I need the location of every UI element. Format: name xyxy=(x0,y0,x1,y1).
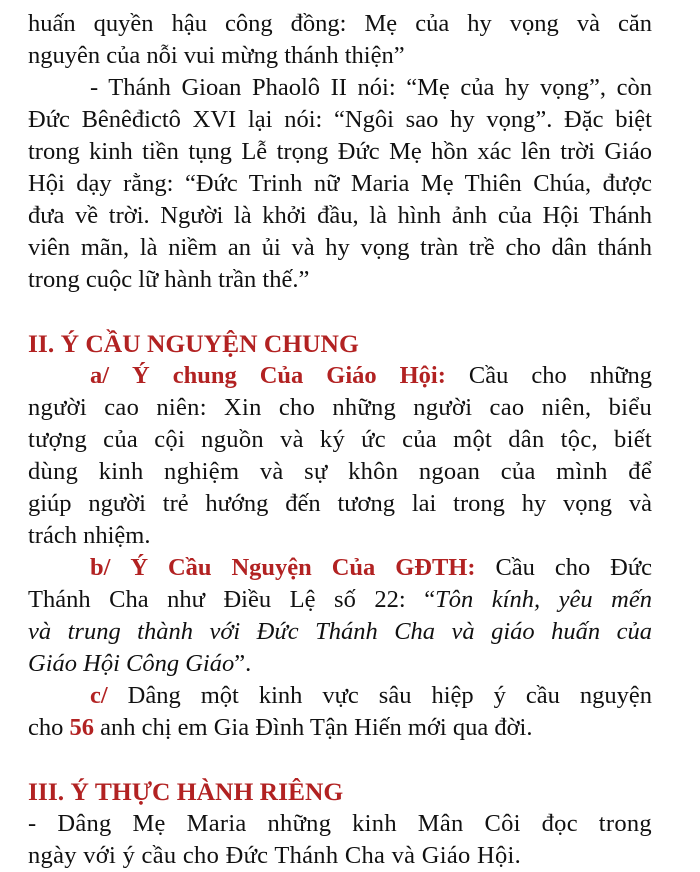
intention-a-text: Cầu cho những xyxy=(445,362,652,389)
text-line: viên mãn, là niềm an ủi và hy vọng tràn trề cho dân thánh xyxy=(28,234,652,261)
text-line: trong kinh tiền tụng Lễ trọng Đức Mẹ hồn xác lên trời Giáo xyxy=(28,138,652,165)
text-line: dùng kinh nghiệm và sự khôn ngoan của mình để xyxy=(28,458,652,485)
text-line: người cao niên: Xin cho những người cao niên, biểu xyxy=(28,394,652,421)
intention-c-label: c/ xyxy=(90,682,108,709)
paragraph-quotes xyxy=(28,72,652,296)
document-page xyxy=(28,8,652,872)
section-heading-practice: III. Ý THỰC HÀNH RIÊNG xyxy=(28,777,344,806)
text-line: Hội dạy rằng: “Đức Trinh nữ Maria Mẹ Thiên Chúa, được xyxy=(28,170,652,197)
text-line: giúp người trẻ hướng đến tương lai trong hy vọng và xyxy=(28,490,652,517)
intention-a-label: a/ Ý chung Của Giáo Hội: xyxy=(90,362,446,389)
text-line: - Dâng Mẹ Maria những kinh Mân Côi đọc trong xyxy=(28,810,652,837)
text-line: - Thánh Gioan Phaolô II nói: “Mẹ của hy vọng”, còn xyxy=(90,74,652,101)
deceased-count: 56 xyxy=(69,714,94,741)
text-fragment: cho xyxy=(28,714,70,741)
text-line: đưa về trời. Người là khởi đầu, là hình ảnh của Hội Thánh xyxy=(28,202,652,229)
text-line xyxy=(28,360,652,392)
quote-close: ”. xyxy=(234,650,252,677)
text-fragment: anh chị em Gia Đình Tận Hiến mới qua đời. xyxy=(94,714,533,741)
quote-italic: Tôn kính, yêu mến xyxy=(435,586,653,613)
intention-a xyxy=(28,360,652,552)
intention-c-text: Dâng một kinh vực sâu hiệp ý cầu nguyện xyxy=(107,682,652,709)
intention-c xyxy=(28,680,652,744)
text-line xyxy=(28,648,652,680)
practice-paragraph xyxy=(28,808,652,872)
section-heading-common-intention: II. Ý CẦU NGUYỆN CHUNG xyxy=(28,329,359,358)
intention-b-text: Cầu cho Đức xyxy=(475,554,653,581)
intention-b-label: b/ Ý Cầu Nguyện Của GĐTH: xyxy=(90,554,476,581)
quote-italic: Giáo Hội Công Giáo xyxy=(28,650,235,677)
text-line: nguyên của nỗi vui mừng thánh thiện” xyxy=(28,42,405,69)
quote-italic: và trung thành với Đức Thánh Cha và giáo huấn của xyxy=(28,618,652,645)
spacer xyxy=(28,744,652,776)
text-line: Đức Bênêđictô XVI lại nói: “Ngôi sao hy vọng”. Đặc biệt xyxy=(28,106,652,133)
statute-reference: Thánh Cha như Điều Lệ số 22: “ xyxy=(28,586,436,613)
intention-b xyxy=(28,552,652,680)
spacer xyxy=(28,296,652,328)
text-line xyxy=(28,552,652,584)
text-line: trách nhiệm. xyxy=(28,522,151,549)
text-line xyxy=(28,712,652,744)
text-line xyxy=(28,584,652,616)
text-line: ngày với ý cầu cho Đức Thánh Cha và Giáo Hội. xyxy=(28,842,522,869)
text-line xyxy=(28,680,652,712)
text-line: tượng của cội nguồn và ký ức của một dân tộc, biết xyxy=(28,426,652,453)
text-line: huấn quyền hậu công đồng: Mẹ của hy vọng và căn xyxy=(28,10,652,37)
text-line: trong cuộc lữ hành trần thế.” xyxy=(28,266,310,293)
text-line xyxy=(28,616,652,648)
paragraph-intro-continuation xyxy=(28,8,652,72)
